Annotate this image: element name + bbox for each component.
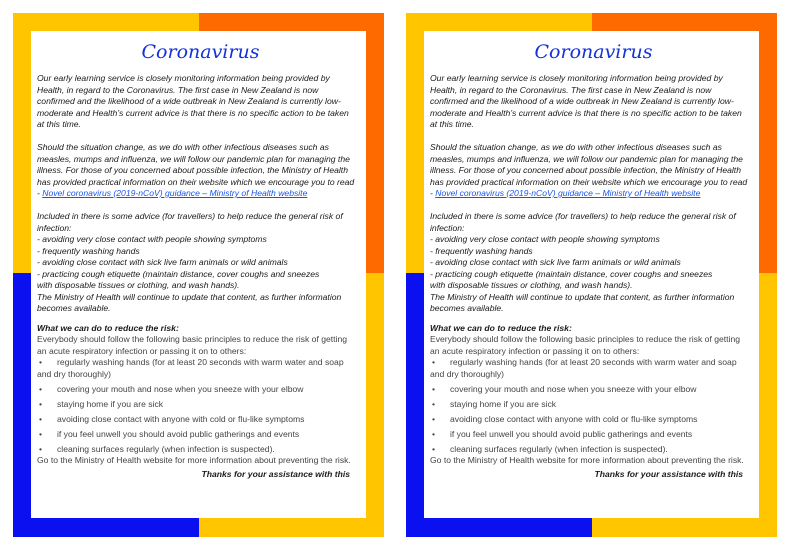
bullet-icon: • — [39, 357, 43, 367]
flyer-left — [13, 13, 384, 537]
list-item — [430, 414, 757, 426]
moh-guidance-link[interactable]: Novel coronavirus (2019-nCoV) guidance – Ministry of Health website — [435, 188, 701, 198]
link-dash: - — [37, 188, 43, 198]
text-line: Everybody should follow the following basic principles to reduce the risk of getting — [430, 334, 741, 344]
text-line: confirmed and the likelihood of a wide outbreak in New Zealand is currently low- — [37, 96, 341, 106]
text-line: - frequently washing hands — [430, 245, 533, 256]
text-line: Health, in regard to the Coronavirus. The first case in New Zealand is now — [430, 84, 712, 95]
list-item — [430, 399, 757, 411]
section-heading: What we can do to reduce the risk: — [37, 322, 179, 333]
text-line: infection: — [37, 222, 72, 233]
bullet-list — [37, 357, 364, 455]
text-line: - avoiding close contact with sick live farm animals or wild animals — [37, 257, 288, 267]
text-line: with disposable tissues or clothing, and wash hands). — [37, 280, 240, 290]
text-line: moderate and Health’s current advice is that there is no specific action to be taken — [37, 107, 349, 118]
list-item — [37, 414, 364, 426]
text-line: infection: — [430, 222, 465, 233]
text-line: Everybody should follow the following basic principles to reduce the risk of getting — [37, 334, 348, 344]
text-line: at this time. — [430, 119, 474, 129]
text-line: - practicing cough etiquette (maintain distance, cover coughs and sneezes — [37, 268, 320, 279]
bullet-icon: • — [432, 383, 436, 394]
text-line: measles, mumps and influenza, we will follow our pandemic plan for managing the — [37, 153, 350, 164]
text-line: has provided practical information on their website which we encourage you to read — [37, 176, 355, 187]
text-line: with disposable tissues or clothing, and wash hands). — [430, 280, 633, 290]
text-line: Our early learning service is closely monitoring information being provided by — [430, 73, 723, 83]
closing-text: Go to the Ministry of Health website for more information about preventing the risk. — [37, 455, 351, 465]
list-item-text: avoiding close contact with anyone with cold or flu-like symptoms — [57, 413, 305, 424]
text-line: measles, mumps and influenza, we will follow our pandemic plan for managing the — [430, 153, 743, 164]
paragraph-travel-advice — [37, 211, 364, 315]
list-item-continuation: and dry thoroughly) — [430, 368, 505, 379]
paragraph-situation — [37, 142, 364, 200]
text-line: The Ministry of Health will continue to update that content, as further information — [430, 291, 735, 302]
text-line: Our early learning service is closely monitoring information being provided by — [37, 73, 330, 83]
list-item-continuation: and dry thoroughly) — [37, 368, 112, 379]
bullet-icon: • — [39, 413, 43, 424]
text-line: - avoiding very close contact with people showing symptoms — [430, 234, 660, 244]
bullet-icon: • — [39, 398, 43, 409]
flyer-card — [31, 31, 366, 518]
list-item-text: if you feel unwell you should avoid public gatherings and events — [450, 428, 693, 439]
link-line — [430, 188, 757, 200]
list-item — [37, 357, 364, 369]
paragraph-situation — [430, 142, 757, 200]
text-line: moderate and Health’s current advice is that there is no specific action to be taken — [430, 107, 742, 118]
paragraph-travel-advice — [430, 211, 757, 315]
bullet-icon: • — [432, 413, 436, 424]
list-item-text: regularly washing hands (for at least 20 seconds with warm water and soap — [57, 357, 344, 367]
flyer-title: Coronavirus — [141, 41, 260, 63]
text-line: Health, in regard to the Coronavirus. The first case in New Zealand is now — [37, 84, 319, 95]
bullet-icon: • — [39, 428, 43, 439]
text-line: Included in there is some advice (for travellers) to help reduce the general risk of — [430, 211, 736, 221]
text-line: confirmed and the likelihood of a wide outbreak in New Zealand is currently low- — [430, 96, 734, 106]
list-item — [37, 399, 364, 411]
bullet-list — [430, 357, 757, 455]
list-item-text: cleaning surfaces regularly (when infection is suspected). — [450, 443, 668, 454]
list-item-text: staying home if you are sick — [57, 398, 164, 409]
bullet-icon: • — [432, 398, 436, 409]
closing-text: Go to the Ministry of Health website for more information about preventing the risk. — [430, 455, 744, 465]
text-line: illness. For those of you concerned about possible infection, the Ministry of Health — [37, 165, 348, 175]
thanks-text: Thanks for your assistance with this — [594, 468, 743, 479]
text-line: an acute respiratory infection or passing it on to others: — [37, 345, 247, 356]
list-item-text: avoiding close contact with anyone with cold or flu-like symptoms — [450, 413, 698, 424]
text-line: - avoiding close contact with sick live farm animals or wild animals — [430, 257, 681, 267]
paragraph-monitoring — [37, 73, 364, 131]
list-item — [430, 429, 757, 441]
bullet-icon: • — [432, 428, 436, 439]
text-line: - practicing cough etiquette (maintain distance, cover coughs and sneezes — [430, 268, 713, 279]
list-item — [37, 384, 364, 396]
text-line: - avoiding very close contact with people showing symptoms — [37, 234, 267, 244]
text-line: an acute respiratory infection or passing it on to others: — [430, 345, 640, 356]
section-heading: What we can do to reduce the risk: — [430, 322, 572, 333]
flyer-card — [424, 31, 759, 518]
paragraph-monitoring — [430, 73, 757, 131]
thanks-text: Thanks for your assistance with this — [201, 468, 350, 479]
text-line: becomes available. — [37, 303, 111, 313]
text-line: becomes available. — [430, 303, 504, 313]
text-line: Should the situation change, as we do with other infectious diseases such as — [37, 142, 329, 152]
bullet-icon: • — [39, 443, 43, 454]
link-line — [37, 188, 364, 200]
text-line: - frequently washing hands — [37, 245, 140, 256]
link-dash: - — [430, 188, 436, 198]
text-line: has provided practical information on their website which we encourage you to read — [430, 176, 748, 187]
text-line: at this time. — [37, 119, 81, 129]
flyer-title: Coronavirus — [534, 41, 653, 63]
list-item-text: covering your mouth and nose when you sneeze with your elbow — [57, 383, 304, 394]
list-item — [430, 444, 757, 456]
text-line: The Ministry of Health will continue to update that content, as further information — [37, 291, 342, 302]
bullet-icon: • — [432, 443, 436, 454]
list-item — [37, 444, 364, 456]
list-item-text: if you feel unwell you should avoid public gatherings and events — [57, 428, 300, 439]
flyer-right — [406, 13, 777, 537]
list-item-text: staying home if you are sick — [450, 398, 557, 409]
list-item — [37, 429, 364, 441]
list-item — [430, 384, 757, 396]
bullet-icon: • — [39, 383, 43, 394]
text-line: Included in there is some advice (for travellers) to help reduce the general risk of — [37, 211, 343, 221]
list-item-text: cleaning surfaces regularly (when infection is suspected). — [57, 443, 275, 454]
text-line: illness. For those of you concerned about possible infection, the Ministry of Health — [430, 165, 741, 175]
moh-guidance-link[interactable]: Novel coronavirus (2019-nCoV) guidance – Ministry of Health website — [42, 188, 308, 198]
list-item — [430, 357, 757, 369]
bullet-icon: • — [432, 357, 436, 367]
list-item-text: regularly washing hands (for at least 20 seconds with warm water and soap — [450, 357, 737, 367]
list-item-text: covering your mouth and nose when you sneeze with your elbow — [450, 383, 697, 394]
text-line: Should the situation change, as we do with other infectious diseases such as — [430, 142, 722, 152]
